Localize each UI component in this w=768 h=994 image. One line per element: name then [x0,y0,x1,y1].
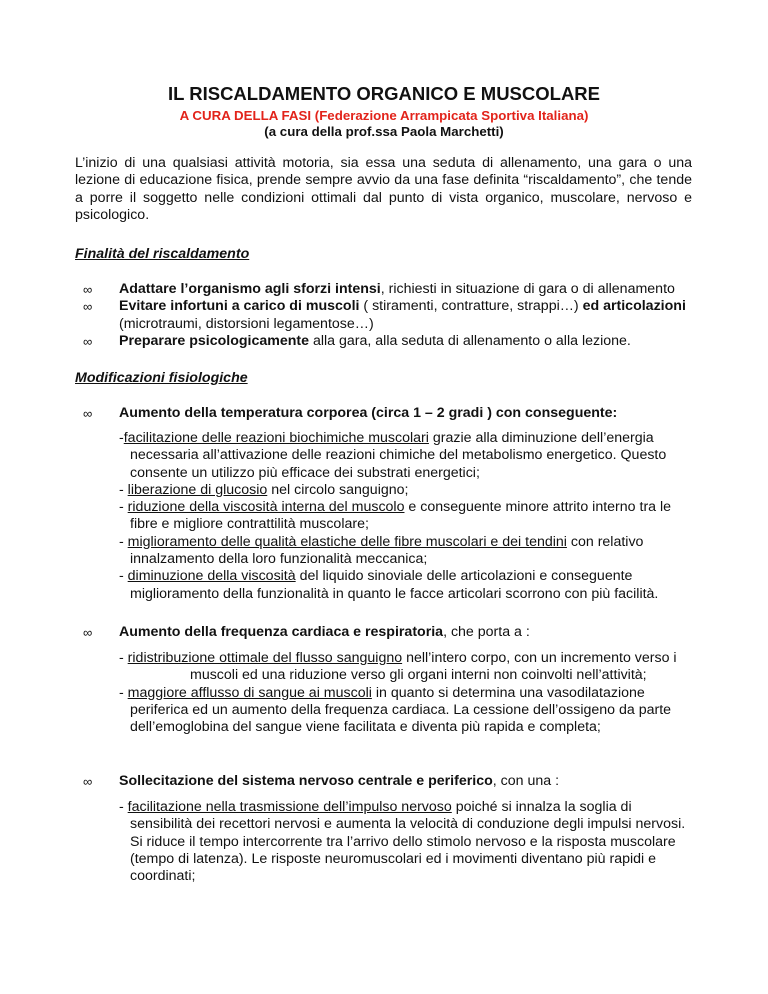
nervoso-details [75,799,692,885]
item-bold-text: Preparare psicologicamente [119,332,310,349]
item-text: , richiesti in situazione di gara o di allenamento [380,281,675,297]
item-bold-text: Evitare infortuni a carico di muscoli [119,298,360,315]
underlined-text: facilitazione delle reazioni biochimiche muscolari [123,430,429,446]
item-text: , con una : [492,773,560,789]
item-bold-text: Adattare l’organismo agli sforzi intensi [119,281,381,297]
underlined-text: miglioramento delle qualità elastiche delle fibre muscolari e dei tendini [127,533,567,550]
list-item [75,298,692,333]
subtitle: A CURA DELLA FASI (Federazione Arrampicata Sportiva Italiana) [179,108,589,123]
frequenza-details [75,650,692,736]
item-text: , che porta a : [443,624,530,640]
temperatura-block [75,405,692,422]
detail-line: - ridistribuzione ottimale del flusso sanguigno nell’intero corpo, con un incremento verso imuscoli ed una riduzione verso gli organi interni non coinvolti nell’attività; [119,650,677,684]
underlined-text: ridistribuzione ottimale del flusso sanguigno [127,650,403,666]
detail-line: - miglioramento delle qualità elastiche delle fibre muscolari e dei tendini con relativo innalzamento della loro funzionalità meccanica; [119,533,644,568]
underlined-text: liberazione di glucosio [127,481,268,498]
item-text: (microtraumi, distorsioni legamentose…) [119,315,374,332]
infinity-bullet-icon: ∞ [83,406,93,421]
detail-text: con relativo innalzamento della loro funzionalità meccanica; [130,533,644,568]
finalita-list [75,281,692,350]
detail-text: grazie alla diminuzione dell’energia necessaria all’attivazione delle reazioni chimiche del metabolismo energetico. Questo consente un utilizzo più efficace dei substrati energetici; [130,430,667,481]
detail-text: nell’intero corpo, con un incremento verso i [402,650,677,666]
section-heading-finalita: Finalità del riscaldamento [75,246,250,262]
detail-line: - diminuzione della viscosità del liquido sinoviale delle articolazioni e conseguente miglioramento della funzionalità in quanto le facce articolari scorrono con più facilità. [119,568,659,602]
intro-paragraph: L’inizio di una qualsiasi attività motoria, sia essa una seduta di allenamento, una gara o una lezione di educazione fisica, prende sempre avvio da una fase definita “riscaldamento”, che tende a porre il soggetto nelle condizioni ottimali dal punto di vista organico, muscolare, nervoso e psicologico. [75,155,692,223]
underlined-text: facilitazione nella trasmissione dell’impulso nervoso [127,799,452,815]
item-text: alla gara, alla seduta di allenamento o alla lezione. [309,332,631,349]
infinity-bullet-icon: ∞ [83,282,93,297]
detail-text: del liquido sinoviale delle articolazioni e conseguente miglioramento della funzionalità in quanto le facce articolari scorrono con più facilità. [130,568,659,602]
section-heading-modificazioni: Modificazioni fisiologiche [75,370,248,386]
list-item [75,773,692,790]
frequenza-block [75,624,692,641]
detail-line: - maggiore afflusso di sangue ai muscoli in quanto si determina una vasodilatazione periferica ed un aumento della frequenza cardiaca. La cessione dell’ossigeno da parte dell’emoglobina del sangue viene facilitata e diventa più rapida e completa; [119,684,672,736]
underlined-text: diminuzione della viscosità [127,568,296,585]
detail-text: muscoli ed una riduzione verso gli organi interni non coinvolti nell’attività; [190,667,647,684]
temperatura-details [75,430,692,603]
nervoso-block [75,773,692,790]
detail-line: - liberazione di glucosio nel circolo sanguigno; [119,481,409,498]
page-title: IL RISCALDAMENTO ORGANICO E MUSCOLARE [167,83,601,104]
infinity-bullet-icon: ∞ [83,299,93,315]
list-item [75,281,692,298]
underlined-text: riduzione della viscosità interna del muscolo [127,499,405,516]
infinity-bullet-icon: ∞ [83,625,93,640]
list-item [75,405,692,422]
detail-text: poiché si innalza la soglia di sensibilità dei recettori nervosi e aumenta la velocità di conduzione degli impulsi nervosi. Si riduce il tempo intercorrente tra l’arrivo dello stimolo nervoso e la risposta muscolare (tempo di latenza). Le risposte neuromuscolari ed i movimenti diventano più rapidi e coordinati; [130,799,686,885]
item-bold-text: Aumento della temperatura corporea (circa 1 – 2 gradi ) con conseguente: [119,405,618,421]
infinity-bullet-icon: ∞ [83,774,93,789]
detail-text: in quanto si determina una vasodilatazione periferica ed un aumento della frequenza cardiaca. La cessione dell’ossigeno da parte dell’emoglobina del sangue viene facilitata e diventa più rapida e completa; [130,684,672,736]
item-bold-text: ed articolazioni [582,298,686,315]
author-line: (a cura della prof.ssa Paola Marchetti) [264,124,504,139]
detail-line: -facilitazione delle reazioni biochimiche muscolari grazie alla diminuzione dell’energia necessaria all’attivazione delle reazioni chimiche del metabolismo energetico. Questo consente un utilizzo più efficace dei substrati energetici; [119,430,667,481]
item-bold-text: Aumento della frequenza cardiaca e respiratoria [119,624,444,640]
underlined-text: maggiore afflusso di sangue ai muscoli [127,684,372,701]
item-text: ( stiramenti, contratture, strappi…) [359,298,583,315]
detail-text: e conseguente minore attrito interno tra le fibre e migliore contrattilità muscolare; [130,499,672,533]
list-item [75,333,692,350]
detail-line: - facilitazione nella trasmissione dell’impulso nervoso poiché si innalza la soglia di sensibilità dei recettori nervosi e aumenta la velocità di conduzione degli impulsi nervosi. Si riduce il tempo intercorrente tra l’arrivo dello stimolo nervoso e la risposta muscolare (tempo di latenza). Le risposte neuromuscolari ed i movimenti diventano più rapidi e coordinati; [119,799,686,885]
list-item [75,624,692,641]
infinity-bullet-icon: ∞ [83,333,93,349]
detail-line: - riduzione della viscosità interna del muscolo e conseguente minore attrito interno tra le fibre e migliore contrattilità muscolare; [119,499,672,533]
detail-text: nel circolo sanguigno; [267,481,409,498]
item-bold-text: Sollecitazione del sistema nervoso centrale e periferico [119,773,493,789]
